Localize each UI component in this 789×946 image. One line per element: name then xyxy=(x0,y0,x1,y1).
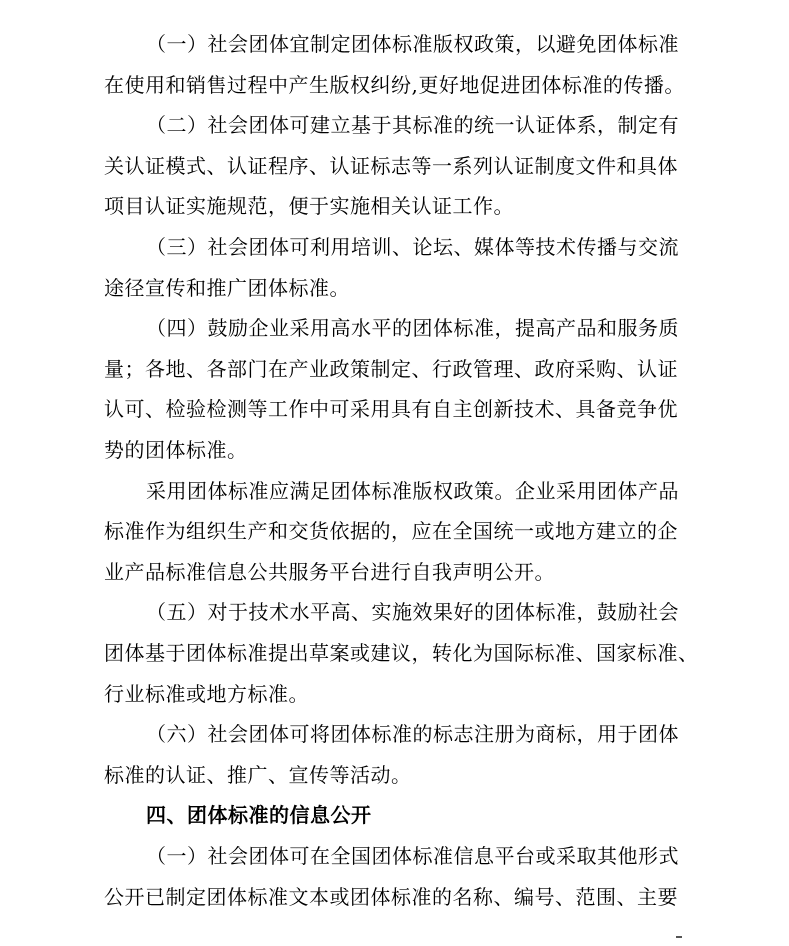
body-text-line: 途径宣传和推广团体标准。 xyxy=(104,276,350,300)
body-text-line: 关认证模式、认证程序、认证标志等一系列认证制度文件和具体 xyxy=(104,154,678,178)
body-text-line: （四）鼓励企业采用高水平的团体标准，提高产品和服务质 xyxy=(146,316,679,340)
body-text-line: 行业标准或地方标准。 xyxy=(104,682,309,706)
body-text-line: （一）社会团体可在全国团体标准信息平台或采取其他形式 xyxy=(146,844,679,868)
body-text-line: 采用团体标准应满足团体标准版权政策。企业采用团体产品 xyxy=(146,479,679,503)
body-text-line: （三）社会团体可利用培训、论坛、媒体等技术传播与交流 xyxy=(146,235,679,259)
body-text-line: （一）社会团体宜制定团体标准版权政策，以避免团体标准 xyxy=(146,32,679,56)
body-text-line: 量；各地、各部门在产业政策制定、行政管理、政府采购、认证 xyxy=(104,357,678,381)
body-text-line: 在使用和销售过程中产生版权纠纷,更好地促进团体标准的传播。 xyxy=(104,73,685,97)
body-text-line: 团体基于团体标准提出草案或建议，转化为国际标准、国家标准、 xyxy=(104,641,699,665)
page-edge-mark xyxy=(676,936,682,938)
body-text-line: 标准的认证、推广、宣传等活动。 xyxy=(104,763,412,787)
body-text-line: （五）对于技术水平高、实施效果好的团体标准，鼓励社会 xyxy=(146,600,679,624)
section-heading: 四、团体标准的信息公开 xyxy=(146,803,372,827)
body-text-line: （六）社会团体可将团体标准的标志注册为商标，用于团体 xyxy=(146,722,679,746)
body-text-line: 标准作为组织生产和交货依据的，应在全国统一或地方建立的企 xyxy=(104,519,678,543)
body-text-line: 业产品标准信息公共服务平台进行自我声明公开。 xyxy=(104,560,555,584)
body-text-line: 势的团体标准。 xyxy=(104,438,248,462)
body-text-line: 项目认证实施规范，便于实施相关认证工作。 xyxy=(104,194,514,218)
body-text-line: 认可、检验检测等工作中可采用具有自主创新技术、具备竞争优 xyxy=(104,397,678,421)
body-text-line: （二）社会团体可建立基于其标准的统一认证体系，制定有 xyxy=(146,113,679,137)
body-text-line: 公开已制定团体标准文本或团体标准的名称、编号、范围、主要 xyxy=(104,885,678,909)
